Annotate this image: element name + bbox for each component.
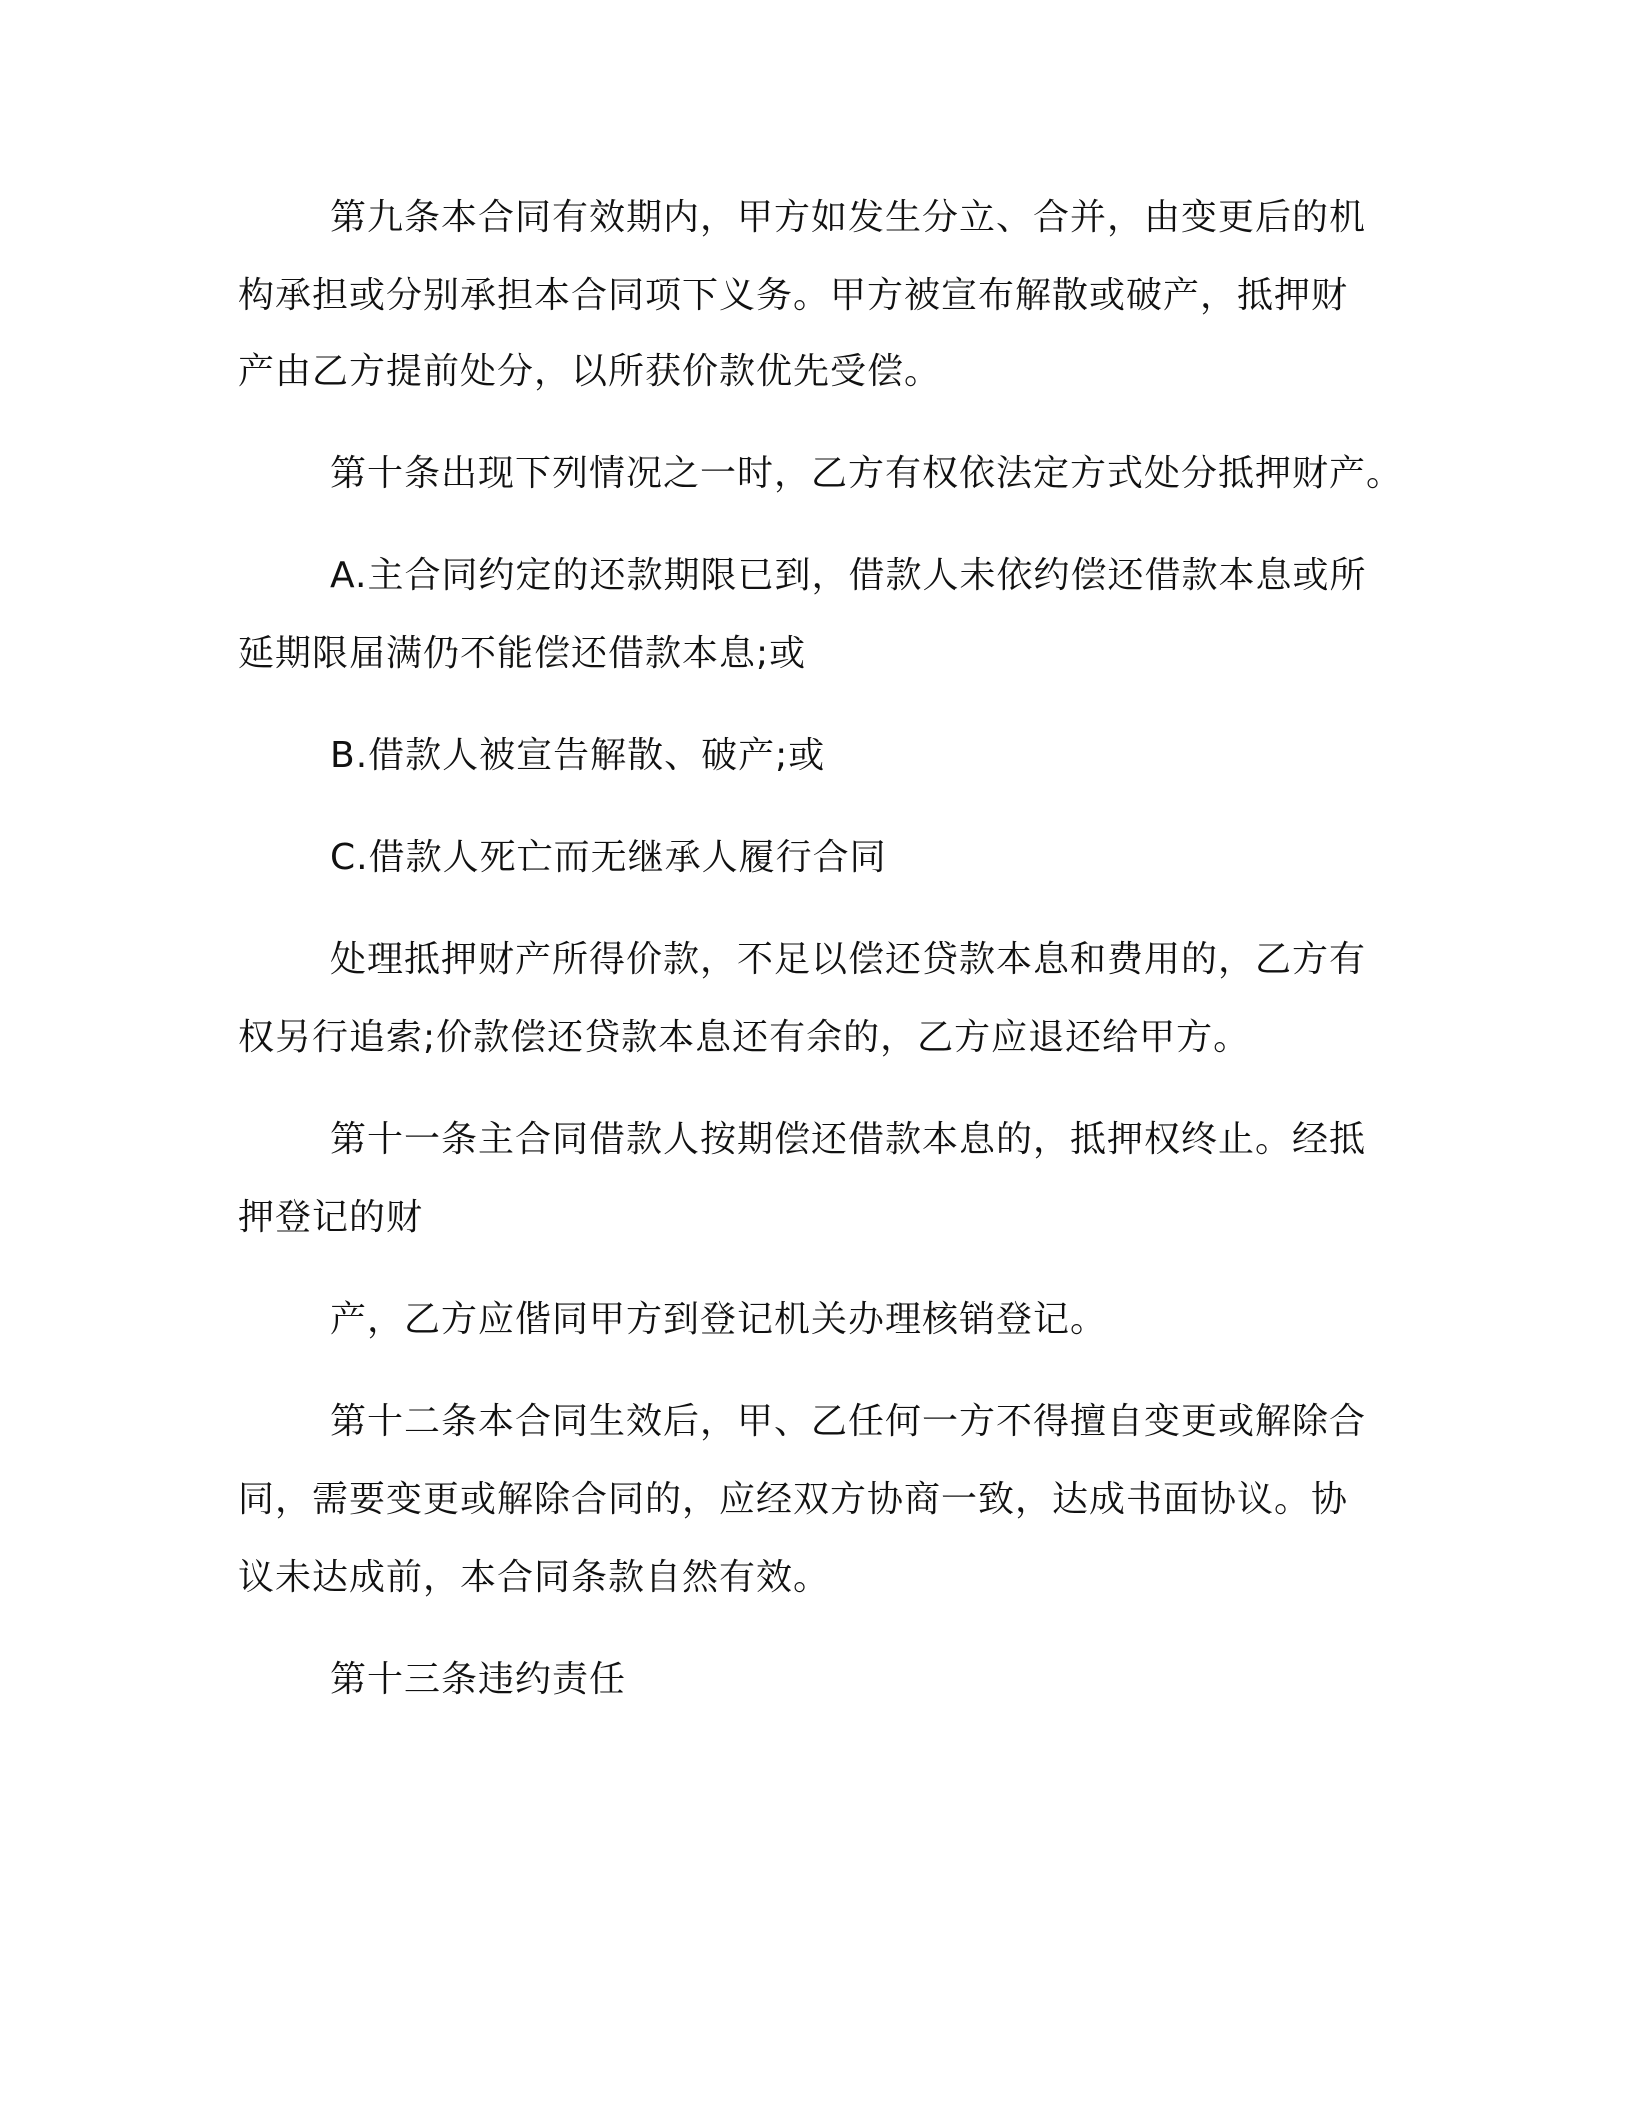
proceeds-paragraph-line-2: 权另行追索;价款偿还贷款本息还有余的，乙方应退还给甲方。: [238, 1017, 1251, 1058]
clause-a-line-2: 延期限届满仍不能偿还借款本息;或: [238, 633, 807, 674]
article-12-line-2: 同，需要变更或解除合同的，应经双方协商一致，达成书面协议。协: [238, 1479, 1349, 1520]
article-12-line-1: 第十二条本合同生效后，甲、乙任何一方不得擅自变更或解除合: [330, 1401, 1367, 1442]
article-11-line-3: 产，乙方应偕同甲方到登记机关办理核销登记。: [330, 1299, 1108, 1340]
clause-b-line: B.借款人被宣告解散、破产;或: [330, 735, 826, 776]
article-11-line-1: 第十一条主合同借款人按期偿还借款本息的，抵押权终止。经抵: [330, 1119, 1367, 1160]
clause-a-line-1: A.主合同约定的还款期限已到，借款人未依约偿还借款本息或所: [330, 555, 1367, 596]
article-9-line-2: 构承担或分别承担本合同项下义务。甲方被宣布解散或破产，抵押财: [238, 275, 1349, 316]
article-12-line-3: 议未达成前，本合同条款自然有效。: [238, 1557, 831, 1598]
article-10-line-1: 第十条出现下列情况之一时，乙方有权依法定方式处分抵押财产。: [330, 453, 1404, 494]
article-13-heading: 第十三条违约责任: [330, 1659, 627, 1700]
article-9-line-1: 第九条本合同有效期内，甲方如发生分立、合并，由变更后的机: [330, 197, 1367, 238]
article-9-line-3: 产由乙方提前处分，以所获价款优先受偿。: [238, 351, 942, 392]
article-11-line-2: 押登记的财: [238, 1197, 424, 1238]
proceeds-paragraph-line-1: 处理抵押财产所得价款，不足以偿还贷款本息和费用的，乙方有: [330, 939, 1367, 980]
clause-c-line: C.借款人死亡而无继承人履行合同: [330, 837, 887, 878]
